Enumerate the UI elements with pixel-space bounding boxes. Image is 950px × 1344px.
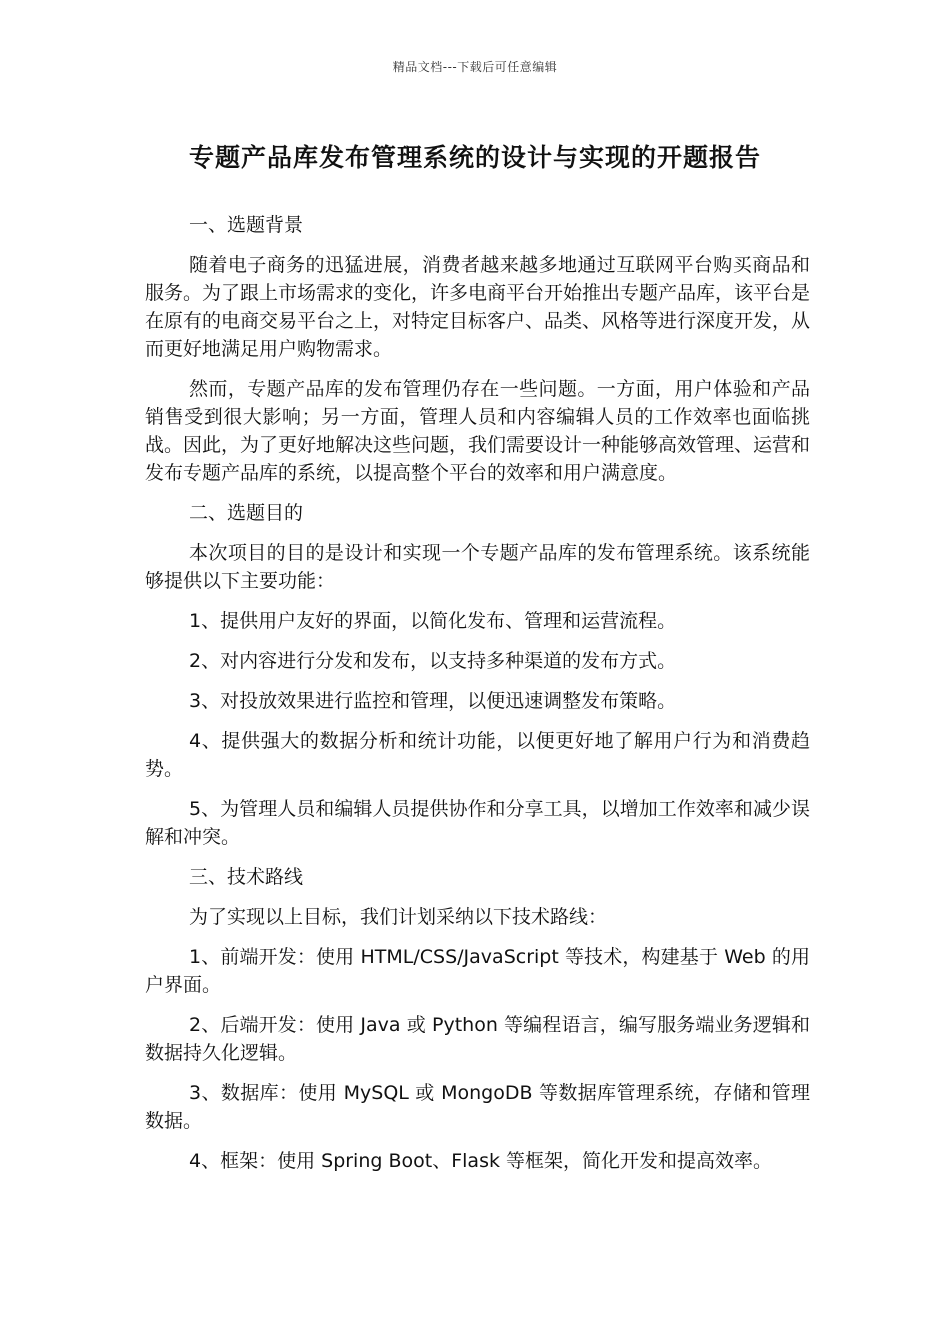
section-heading-tech: 三、技术路线 bbox=[189, 866, 304, 888]
paragraph-tech-intro: 为了实现以上目标，我们计划采纳以下技术路线： bbox=[189, 906, 608, 928]
document-title: 专题产品库发布管理系统的设计与实现的开题报告 bbox=[188, 143, 761, 172]
paragraph-purpose-intro: 本次项目的目的是设计和实现一个专题产品库的发布管理系统。该系统能够提供以下主要功能： bbox=[145, 542, 810, 592]
list-item-purpose-2: 2、对内容进行分发和发布，以支持多种渠道的发布方式。 bbox=[189, 650, 677, 672]
list-item-purpose-3: 3、对投放效果进行监控和管理，以便迅速调整发布策略。 bbox=[189, 690, 677, 712]
list-item-tech-4: 4、框架：使用 Spring Boot、Flask 等框架，简化开发和提高效率。 bbox=[189, 1150, 773, 1172]
paragraph-background-2: 然而，专题产品库的发布管理仍存在一些问题。一方面，用户体验和产品销售受到很大影响；另一方面，管理人员和内容编辑人员的工作效率也面临挑战。因此，为了更好地解决这些问题，我们需要设计一种能够高效管理、运营和发布专题产品库的系统，以提高整个平台的效率和用户满意度。 bbox=[145, 378, 811, 484]
list-item-purpose-1: 1、提供用户友好的界面，以简化发布、管理和运营流程。 bbox=[189, 610, 677, 632]
paragraph-background-1: 随着电子商务的迅猛进展，消费者越来越多地通过互联网平台购买商品和服务。为了跟上市场需求的变化，许多电商平台开始推出专题产品库，该平台是在原有的电商交易平台之上，对特定目标客户、品类、风格等进行深度开发，从而更好地满足用户购物需求。 bbox=[145, 254, 811, 360]
list-item-tech-3: 3、数据库：使用 MySQL 或 MongoDB 等数据库管理系统，存储和管理数据。 bbox=[145, 1082, 810, 1132]
section-heading-purpose: 二、选题目的 bbox=[189, 502, 304, 524]
list-item-tech-2: 2、后端开发：使用 Java 或 Python 等编程语言，编写服务端业务逻辑和数据持久化逻辑。 bbox=[145, 1014, 810, 1064]
list-item-purpose-5: 5、为管理人员和编辑人员提供协作和分享工具，以增加工作效率和减少误解和冲突。 bbox=[145, 798, 810, 848]
list-item-tech-1: 1、前端开发：使用 HTML/CSS/JavaScript 等技术，构建基于 Web 的用户界面。 bbox=[145, 946, 810, 996]
list-item-purpose-4: 4、提供强大的数据分析和统计功能，以便更好地了解用户行为和消费趋势。 bbox=[145, 730, 810, 780]
header-note: 精品文档---下载后可任意编辑 bbox=[392, 60, 558, 74]
section-heading-background: 一、选题背景 bbox=[189, 214, 304, 236]
document-body bbox=[145, 211, 810, 1187]
